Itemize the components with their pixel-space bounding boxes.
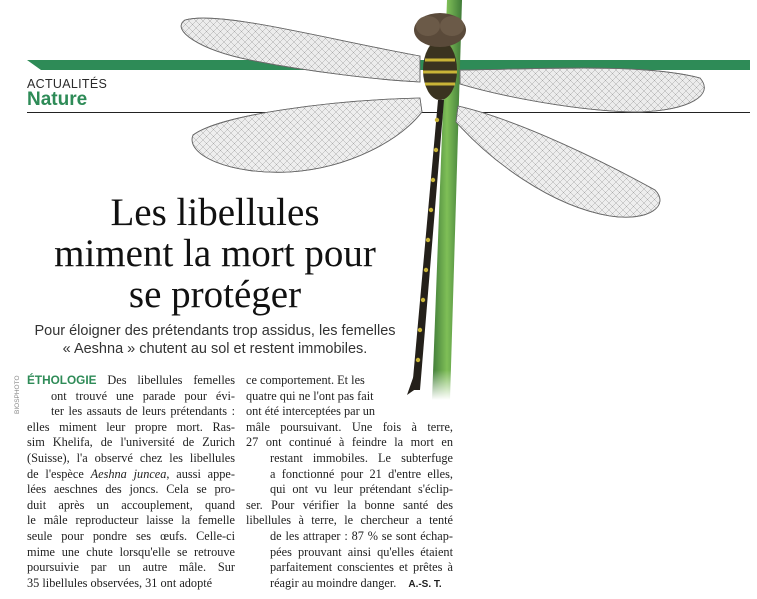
header-rule bbox=[27, 112, 750, 113]
lede-line: « Aeshna » chutent au sol et restent immobiles. bbox=[62, 341, 368, 357]
headline-line: Les libellules bbox=[110, 191, 320, 234]
lede-line: Pour éloigner des prétendants trop assidus, les femelles bbox=[34, 323, 396, 339]
article-column-2: ce comportement. Et les quatre qui ne l'ont pas fait ont été interceptées par un mâle poursuivant. Une fois à terre, 27 ont continué à feindre la mort en restant immobiles. Le subterfuge a fonctionné pour 21 d'entre elles, qui ont vu leur prétendant s'éclip- ser. Pour vérifier la bonne santé des libellules à terre, le chercheur a tenté de les attraper : 87 % se sont échap- pées prouvant ainsi qu'elles étaient parfaitement conscientes et prêtes à réagir au moindre danger. A.-S. T. bbox=[246, 373, 453, 590]
species-name: Aeshna juncea bbox=[90, 466, 167, 481]
headline bbox=[20, 192, 410, 315]
headline-line: miment la mort pour bbox=[54, 232, 376, 275]
rubric-label: ACTUALITÉS bbox=[27, 77, 108, 91]
photo-credit: BIOSPHOTO bbox=[14, 375, 21, 414]
article-column-1: ÉTHOLOGIE Des libellules femelles ont trouvé une parade pour évi- ter les assauts de leurs prétendants : elles miment leur propre mort. Ras- sim Khelifa, de l'université de Zurich (Suisse), l'a observé chez les libellules de l'espèce Aeshna juncea, aussi appe- lées aeschnes des joncs. Cela se pro- duit après un accouplement, quand le mâle reproducteur laisse la femelle seule pour pondre ses œufs. Celle-ci mime une chute lorsqu'elle se retrouve poursuivie par un autre mâle. Sur 35 libellules observées, 31 ont adopté bbox=[27, 373, 235, 590]
article-kicker: ÉTHOLOGIE bbox=[27, 373, 97, 387]
wings bbox=[181, 18, 704, 217]
dragonfly-body bbox=[407, 13, 466, 395]
section-bar-notch bbox=[27, 60, 41, 70]
author-signature: A.-S. T. bbox=[408, 578, 442, 590]
headline-line: se protéger bbox=[128, 273, 302, 316]
section-color-bar bbox=[27, 60, 750, 70]
lede bbox=[20, 322, 410, 358]
section-title: Nature bbox=[27, 89, 88, 110]
